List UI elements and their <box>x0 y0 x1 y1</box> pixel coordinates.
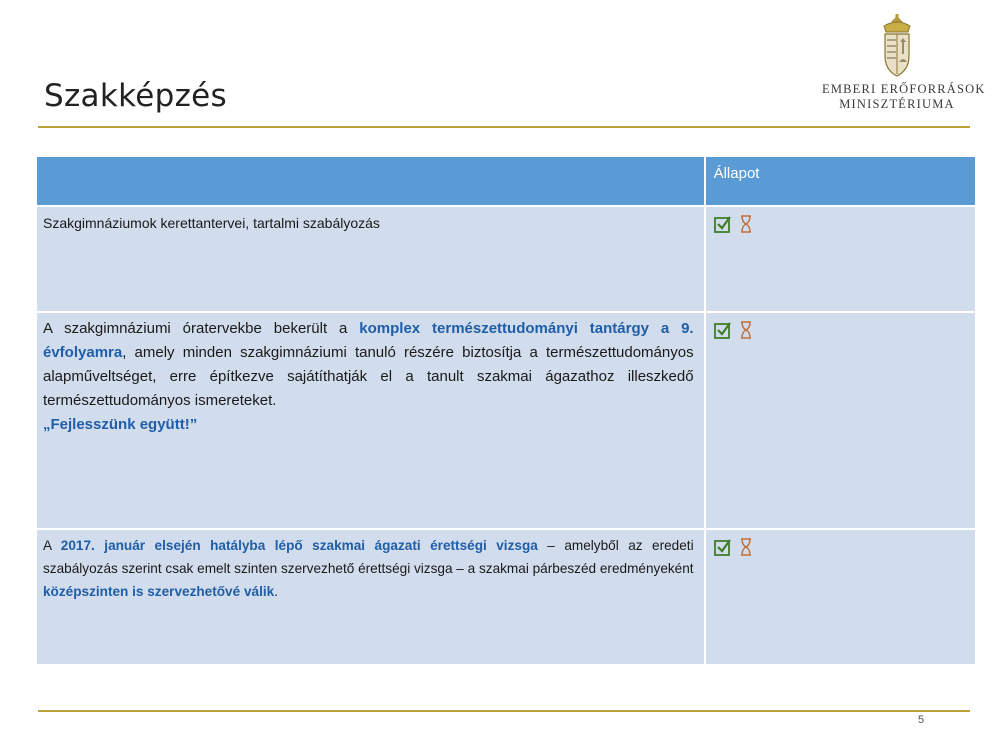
table-row <box>37 530 975 664</box>
coat-of-arms-icon <box>874 14 920 78</box>
table-row <box>37 313 975 528</box>
checkbox-checked-icon <box>714 215 732 233</box>
status-icons <box>706 313 975 339</box>
status-icons <box>706 207 975 233</box>
header-cell-status: Állapot <box>706 157 975 205</box>
slide-title: Szakképzés <box>44 78 227 114</box>
row-3-text: A 2017. január elsején hatályba lépő szakmai ágazati érettségi vizsga – amelyből az eredeti szabályozás szerint csak emelt szinten szervezhető érettségi vizsga – a szakmai párbeszéd eredményeként középszinten is szervezhetővé válik. <box>43 538 694 599</box>
checkbox-checked-icon <box>714 321 732 339</box>
table-row <box>37 207 975 311</box>
header-cell-topic <box>37 157 704 205</box>
status-icons <box>706 530 975 556</box>
table-header-row <box>37 157 975 205</box>
row-1-text: Szakgimnáziumok kerettantervei, tartalmi szabályozás <box>43 215 380 231</box>
logo-line-1: EMBERI ERŐFORRÁSOK <box>822 82 986 96</box>
status-table <box>35 155 977 666</box>
hourglass-icon <box>740 538 752 556</box>
hourglass-icon <box>740 215 752 233</box>
hourglass-icon <box>740 321 752 339</box>
footer-divider <box>38 710 970 712</box>
logo-line-2: MINISZTÉRIUMA <box>839 97 955 111</box>
slogan: „Fejlesszünk együtt!” <box>43 416 198 433</box>
checkbox-checked-icon <box>714 538 732 556</box>
ministry-logo <box>822 14 986 114</box>
page-number: 5 <box>918 714 925 726</box>
title-divider <box>38 126 970 128</box>
row-2-text: A szakgimnáziumi óratervekbe bekerült a komplex természettudományi tantárgy a 9. évfolyamra, amely minden szakgimnáziumi tanuló részére biztosítja a természettudományos alapműveltséget, erre építkezve sajátíthatják el a tanult szakmai ágazathoz illeszkedő természettudományos ismereteket. „Fejlesszünk együtt!” <box>43 320 694 433</box>
